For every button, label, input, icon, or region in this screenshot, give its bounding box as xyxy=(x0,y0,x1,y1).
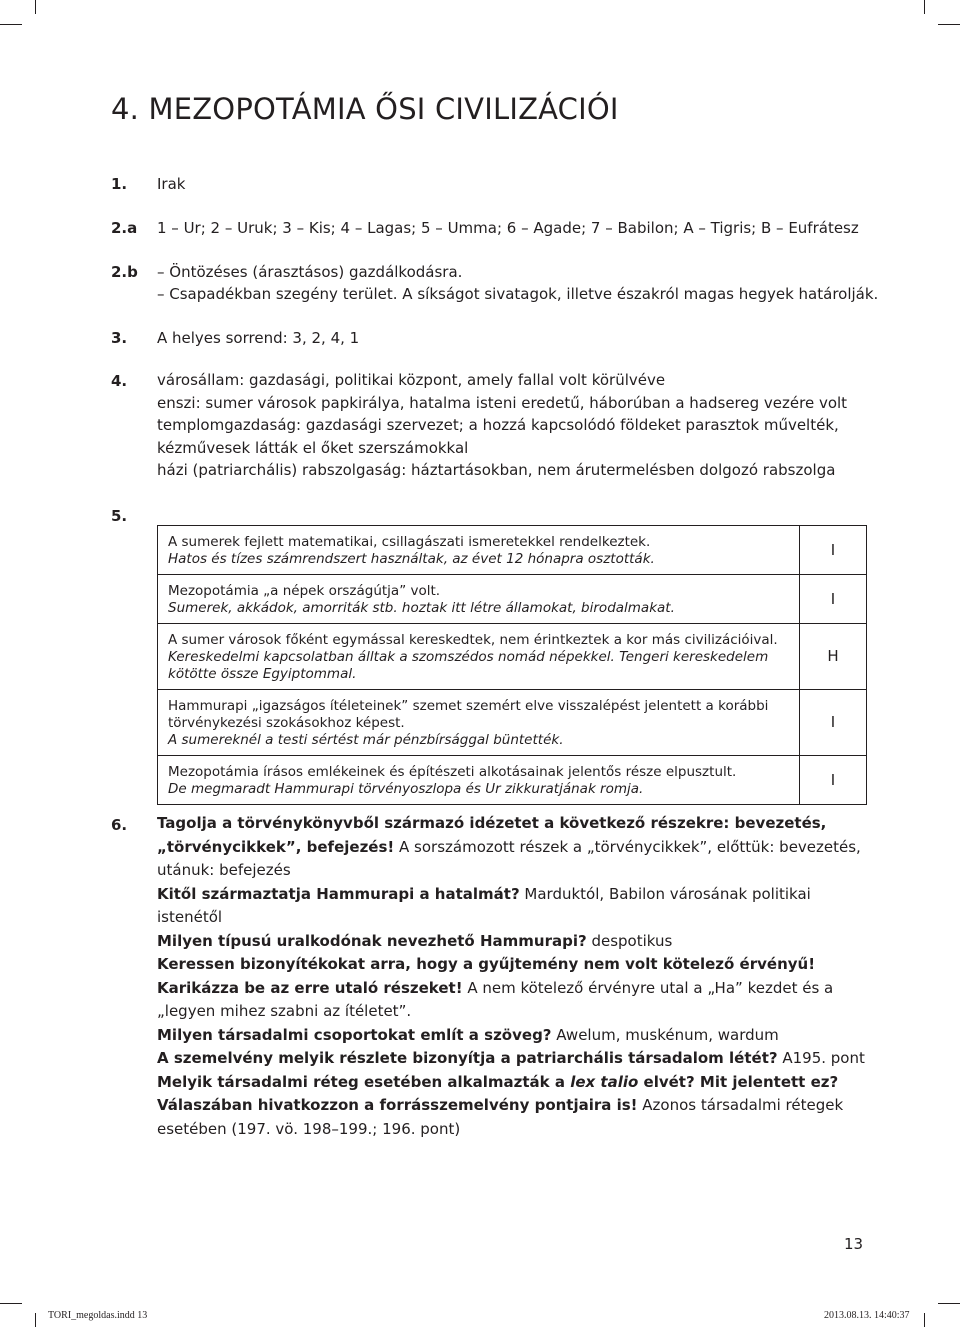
item-number-6: 6. xyxy=(111,816,128,834)
question-text-end: elvét? Mit jelentett ez? Válaszában hivatkozzon a forrásszemelvény pontjaira is! xyxy=(157,1072,839,1114)
answer-text: A195. pont xyxy=(777,1049,865,1067)
question-text: A szemelvény melyik részlete bizonyítja a patriarchális társadalom létét? xyxy=(157,1049,778,1067)
q6-part-patriarchal xyxy=(157,1047,869,1071)
statement-cell xyxy=(158,756,800,805)
page-number: 13 xyxy=(844,1235,864,1253)
table-row xyxy=(158,756,867,805)
question-text: Tagolja a törvénykönyvből származó idézetet a következő részekre: bevezetés, „törvénycikkek”, befejezés! xyxy=(157,814,827,856)
true-false-table xyxy=(157,525,867,805)
answer-text: Azonos társadalmi rétegek esetében (197. vö. 198–199.; 196. pont) xyxy=(157,1096,844,1138)
statement-justification: Hatos és tízes számrendszert használtak, az évet 12 hónapra osztották. xyxy=(168,551,655,567)
statement-cell xyxy=(158,526,800,575)
crop-mark-bottom-right-vertical xyxy=(924,1313,925,1327)
answer-4-definitions xyxy=(157,369,869,482)
q6-part-structure xyxy=(157,812,869,883)
statement-text: Mezopotámia „a népek országútja” volt. xyxy=(168,583,441,599)
crop-mark-bottom-left-vertical xyxy=(35,1313,36,1327)
table-row xyxy=(158,690,867,756)
statement-text: A sumer városok főként egymással kereskedtek, nem érintkeztek a kor más civilizációival. xyxy=(168,632,778,648)
question-text: Kitől származtatja Hammurapi a hatalmát? xyxy=(157,884,520,903)
answer-cell: I xyxy=(800,756,867,805)
answer-2b-line-1: – Öntözéses (árasztásos) gazdálkodásra. xyxy=(157,263,463,281)
crop-mark-top-left-vertical xyxy=(35,0,36,14)
statement-cell xyxy=(158,575,800,624)
answer-cell: H xyxy=(800,624,867,690)
q6-part-lex-talio xyxy=(157,1071,869,1142)
answer-text: despotikus xyxy=(586,931,673,950)
statement-text: Hammurapi „igazságos ítéleteinek” szemet szemért elve visszalépést jelentett a korábbi törvénykezési szokásokhoz képest. xyxy=(168,698,769,731)
answer-1: Irak xyxy=(157,175,186,193)
question-text: Keressen bizonyítékokat arra, hogy a gyűjtemény nem volt kötelező érvényű! Karikázza be az erre utaló részeket! xyxy=(157,955,816,997)
lex-talio-term: lex talio xyxy=(570,1072,639,1091)
item-number-1: 1. xyxy=(111,175,128,193)
answer-text: A sorszámozott részek a „törvénycikkek”, előttük: bevezetés, utánuk: befejezés xyxy=(157,837,861,879)
statement-justification: Kereskedelmi kapcsolatban álltak a szomszédos nomád népekkel. Tengeri kereskedelem kötötte össze Egyiptommal. xyxy=(168,649,769,682)
table-row xyxy=(158,624,867,690)
answer-text: Marduktól, Babilon városának politikai istenétől xyxy=(157,884,811,926)
statement-cell xyxy=(158,624,800,690)
statement-text: Mezopotámia írásos emlékeinek és építészeti alkotásainak jelentős része elpusztult. xyxy=(168,764,737,780)
q6-part-origin-of-power xyxy=(157,883,869,930)
answer-cell: I xyxy=(800,575,867,624)
definition-templomgazdasag: templomgazdaság: gazdasági szervezet; a hozzá kapcsolódó földeket parasztok művelték, kézművesek látták el őket szerszámokkal xyxy=(157,416,839,457)
footer-timestamp: 2013.08.13. 14:40:37 xyxy=(824,1310,910,1321)
table-row xyxy=(158,526,867,575)
crop-mark-top-right-vertical xyxy=(924,0,925,14)
statement-text: A sumerek fejlett matematikai, csillagászati ismeretekkel rendelkeztek. xyxy=(168,534,651,550)
question-text-start: Melyik társadalmi réteg esetében alkalmazták a xyxy=(157,1072,571,1091)
page-title: 4. MEZOPOTÁMIA ŐSI CIVILIZÁCIÓI xyxy=(111,92,619,126)
crop-mark-top-right xyxy=(938,24,960,25)
answer-text: A nem kötelező érvényre utal a „Ha” kezdet és a „legyen mihez szabni az ítéletet”. xyxy=(157,978,834,1020)
table-row xyxy=(158,575,867,624)
question-6-block xyxy=(157,812,869,1141)
answer-cell: I xyxy=(800,690,867,756)
question-text: Milyen társadalmi csoportokat említ a szöveg? xyxy=(157,1025,552,1044)
answer-text: Awelum, muskénum, wardum xyxy=(551,1025,779,1044)
statement-justification: A sumereknél a testi sértést már pénzbírsággal büntették. xyxy=(168,732,564,748)
crop-mark-top-left xyxy=(0,24,22,25)
answer-3: A helyes sorrend: 3, 2, 4, 1 xyxy=(157,329,360,347)
footer-file-name: TORI_megoldas.indd 13 xyxy=(48,1310,148,1321)
answer-2a: 1 – Ur; 2 – Uruk; 3 – Kis; 4 – Lagas; 5 – Umma; 6 – Agade; 7 – Babilon; A – Tigris; B – Eufrátesz xyxy=(157,219,859,237)
item-number-3: 3. xyxy=(111,329,128,347)
q6-part-social-groups xyxy=(157,1024,869,1048)
item-number-5: 5. xyxy=(111,507,128,525)
definition-hazi-rabszolgasag: házi (patriarchális) rabszolgaság: háztartásokban, nem árutermelésben dolgozó rabszolga xyxy=(157,461,836,479)
q6-part-not-binding xyxy=(157,953,869,1024)
crop-mark-bottom-left xyxy=(0,1303,22,1304)
item-number-2a: 2.a xyxy=(111,219,138,237)
answer-2b-line-2: – Csapadékban szegény terület. A síkságot sivatagok, illetve északról magas hegyek határolják. xyxy=(157,285,879,303)
crop-mark-bottom-right xyxy=(938,1303,960,1304)
answer-cell: I xyxy=(800,526,867,575)
statement-justification: Sumerek, akkádok, amorriták stb. hoztak itt létre államokat, birodalmakat. xyxy=(168,600,675,616)
q6-part-ruler-type xyxy=(157,930,869,954)
statement-justification: De megmaradt Hammurapi törvényoszlopa és Ur zikkuratjának romja. xyxy=(168,781,644,797)
question-text: Milyen típusú uralkodónak nevezhető Hammurapi? xyxy=(157,931,587,950)
statement-cell xyxy=(158,690,800,756)
definition-varosallam: városállam: gazdasági, politikai központ, amely fallal volt körülvéve xyxy=(157,371,666,389)
item-number-2b: 2.b xyxy=(111,263,138,281)
definition-enszi: enszi: sumer városok papkirálya, hatalma isteni eredetű, háborúban a hadsereg vezére volt xyxy=(157,393,848,412)
item-number-4: 4. xyxy=(111,372,128,390)
